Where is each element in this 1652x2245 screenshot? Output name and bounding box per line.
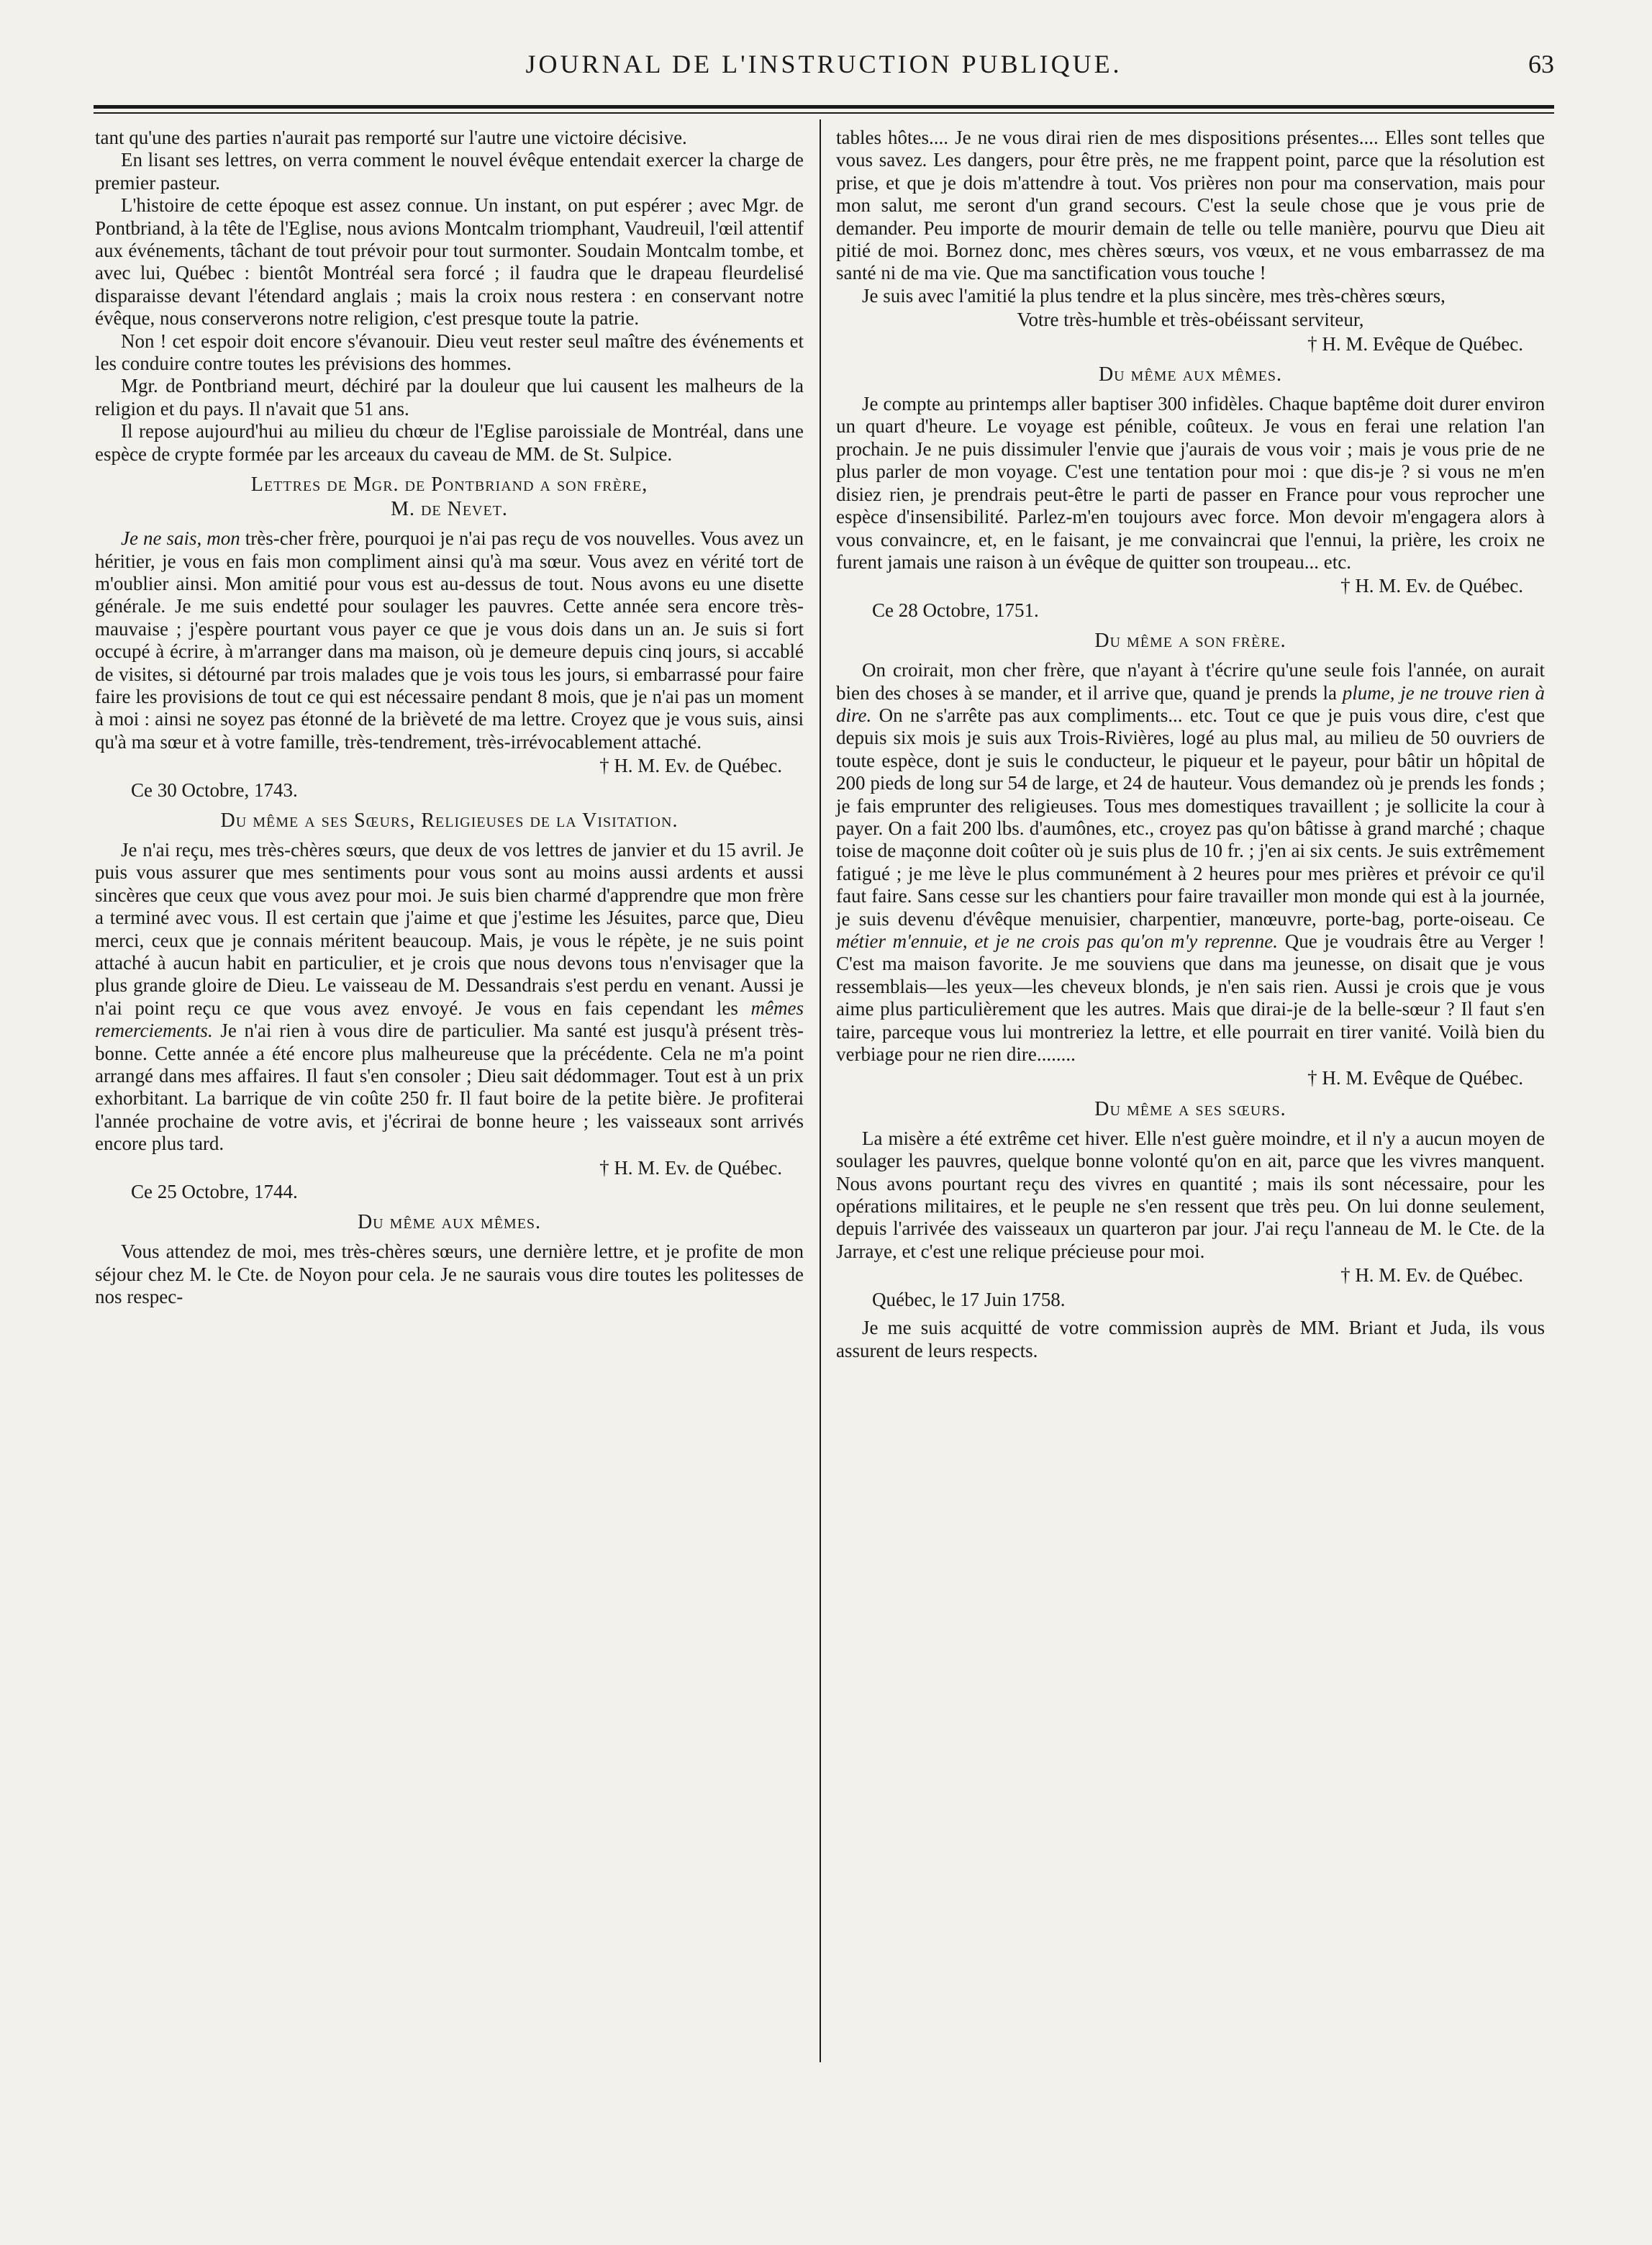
paragraph: tant qu'une des parties n'aurait pas remporté sur l'autre une victoire décisive. (95, 127, 687, 148)
letter-text: On ne s'arrête pas aux compliments... etc. Tout ce que je puis vous dire, c'est que depuis six mois je suis aux Trois-Rivières, logé au plus mal, au milieu de 50 ouvriers de toute espèce, dont je suis le conducteur, le piqueur et le payeur, pour bâtir un hôpital de 200 pieds de long sur 54 de large, et 24 de hauteur. Vous demandez où je prends les fonds ; je fais emprunter des religieuses. Tous mes domestiques travaillent ; je sollicite la cour à payer. On a fait 200 lbs. d'aumônes, etc., croyez pas qu'on bâtisse à grand marché ; chaque toise de maçonne doit coûter où je suis plus de 10 fr. ; j'en ai six cents. Je suis extrêmement fatigué ; je me lève le plus communément à 2 heures pour mes prières et prévoir ce qu'il faut faire. Sans cesse sur les chantiers pour faire travailler mon monde qui est à la journée, je suis devenu d'évêque menuisier, charpentier, manœuvre, porte-bag, porte-oiseau. Ce (836, 704, 1545, 930)
header-rule-thin (94, 112, 1554, 114)
section-heading: Du même a ses sœurs. (1094, 1097, 1286, 1120)
letter-signature: † H. M. Evêque de Québec. (1307, 332, 1523, 355)
letter-date: Québec, le 17 Juin 1758. (872, 1288, 1066, 1310)
letter-signature: † H. M. Ev. de Québec. (1340, 575, 1523, 597)
heading-line: Lettres de Mgr. de Pontbriand a son frère, (250, 473, 648, 496)
paragraph: tables hôtes.... Je ne vous dirai rien de mes dispositions présentes.... Elles sont telles que vous savez. Les dangers, pour être près, ne me frappent point, parce que la résolution est prise, et que je dois m'attendre à tout. Vos prières non pour ma conservation, mais pour mon salut, me seront d'un grand secours. C'est la seule chose que je vous prie de demander. Peu importe de mourir demain de telle ou telle manière, pourvu que Dieu ait pitié de moi. Bornez donc, mes chères sœurs, vos vœux, et ne vous embarrassez de ma santé ni de ma vie. Que ma sanctification vous touche ! (836, 127, 1545, 284)
italic-text: métier m'ennuie, et je ne crois pas qu'on m'y reprenne. (836, 930, 1279, 952)
letter-paragraph: Je compte au printemps aller baptiser 300 infidèles. Chaque baptême doit durer environ un quart d'heure. Le voyage est pénible, coûteux. Je vous en ferai une relation l'an prochain. Je ne puis dissimuler l'envie que j'aurais de vous voir ; mais je vous prie de ne plus parler de mon voyage. C'est une tentation pour moi : que dis-je ? si vous ne m'en disiez rien, je prendrais peut-être le parti de passer en France pour vous reprocher une espèce d'insensibilité. Parlez-m'en toujours avec force. Mon devoir m'engagera alors à vous convaincre, et, en le faisant, je me convaincrai que l'ennui, la prière, les croix ne furent jamais une raison à un évêque de quitter son troupeau... etc. (836, 393, 1545, 573)
left-column (95, 127, 804, 1309)
section-heading: Du même aux mêmes. (1098, 363, 1283, 386)
section-heading: Du même a ses Sœurs, Religieuses de la Visitation. (220, 809, 678, 832)
letter-paragraph: Vous attendez de moi, mes très-chères sœurs, une dernière lettre, et je profite de mon séjour chez M. le Cte. de Noyon pour cela. Je ne saurais vous dire toutes les politesses de nos respec- (95, 1241, 804, 1308)
letter-paragraph: Je me suis acquitté de votre commission auprès de MM. Briant et Juda, ils vous assurent de leurs respects. (836, 1317, 1545, 1361)
paragraph: L'histoire de cette époque est assez connue. Un instant, on put espérer ; avec Mgr. de Pontbriand, à la tête de l'Eglise, nous avions Montcalm triomphant, Vaudreuil, l'œil attentif aux événements, tâchant de tout prévoir pour tout surmonter. Soudain Montcalm tombe, et avec lui, Québec : bientôt Montréal sera forcé ; il faudra que le drapeau fleurdelisé disparaisse devant l'étendard anglais ; mais la croix nous restera : en conservant notre évêque, nous conserverons notre religion, c'est presque toute la patrie. (95, 194, 804, 330)
paragraph: Non ! cet espoir doit encore s'évanouir. Dieu veut rester seul maître des événements et les conduire contre toutes les prévisions des hommes. (95, 330, 804, 375)
letter-text: Que je voudrais être au Verger ! C'est ma maison favorite. Je me souviens que dans ma jeunesse, on disait que je vous ressemblais—les yeux—les cheveux blonds, je n'en sais rien. Aussi je crois que je vous aime plus particulièrement que les autres. Mais que dirai-je de la belle-sœur ? Il faut s'en taire, parceque vous lui montreriez la lettre, et elle pourrait en tirer vanité. Voilà bien du verbiage pour ne rien dire........ (836, 930, 1545, 1066)
section-heading (95, 473, 804, 522)
journal-title: JOURNAL DE L'INSTRUCTION PUBLIQUE. (525, 50, 1122, 78)
letter-text: On croirait, mon cher frère, que n'ayant à t'écrire qu'une seule fois l'année, on aurait bien des choses à se mander, et il arrive que, quand je prends la (836, 659, 1545, 704)
letter-date: Ce 28 Octobre, 1751. (872, 599, 1039, 621)
paragraph: En lisant ses lettres, on verra comment le nouvel évêque entendait exercer la charge de premier pasteur. (95, 149, 804, 194)
letter-signature: † H. M. Ev. de Québec. (599, 755, 782, 777)
paragraph: Il repose aujourd'hui au milieu du chœur de l'Eglise paroissiale de Montréal, dans une espèce de crypte formée par les arceaux du caveau de MM. de St. Sulpice. (95, 420, 804, 465)
italic-text: Je ne sais, mon (121, 527, 240, 550)
letter-paragraph (95, 527, 804, 753)
letter-text: Je n'ai rien à vous dire de particulier. Ma santé est jusqu'à présent très-bonne. Cette année a été encore plus malheureuse que la précédente. Cela ne m'a point arrangé dans mes affaires. Il faut s'en consoler ; Dieu sait dédommager. Tout est à un prix exhorbitant. La barrique de vin coûte 250 fr. Il faut boire de la petite bière. Je profiterai l'année prochaine de votre avis, et j'écrirai de bonne heure ; les vaisseaux sont arrivés encore plus tard. (95, 1020, 804, 1155)
italic-text: mêmes remerciements. (95, 997, 804, 1042)
letter-text: Je n'ai reçu, mes très-chères sœurs, que deux de vos lettres de janvier et du 15 avril. Je puis vous assurer que mes sentiments pour vous sont au moins aussi ardents et aussi sincères que ceux que vous avez pour moi. Je suis bien charmé d'apprendre que mon frère a terminé avec vous. Il est certain que j'aime et que j'estime les Jésuites, parce que, Dieu merci, ceux que je connais méritent beaucoup. Mais, je vous le répète, je ne suis point attaché à aucun habit en particulier, et je crois que nous devons tous n'envisager que la plus grande gloire de Dieu. Le vaisseau de M. Dessandrais s'est perdu en venant. Aussi je n'ai point reçu ce que vous avez envoyé. Je vous en fais cependant les (95, 838, 804, 1019)
heading-line: M. de Nevet. (391, 498, 508, 521)
letter-paragraph: La misère a été extrême cet hiver. Elle n'est guère moindre, et il n'y a aucun moyen de soulager les pauvres, quelque bonne volonté qu'on en ait, parce que les vivres manquent. Nous avons pourtant reçu des vivres en quantité ; mais ils sont nécessaire, pour les opérations militaires, et le peuple ne s'en ressent que très peu. On lui donne seulement, depuis l'arrivée des vaisseaux un quarteron par jour. J'ai reçu l'anneau de M. le Cte. de la Jarraye, et c'est une relique précieuse pour moi. (836, 1127, 1545, 1262)
letter-closing: Votre très-humble et très-obéissant serviteur, (1017, 309, 1364, 331)
page-number: 63 (1528, 50, 1554, 78)
column-divider (820, 119, 821, 2062)
letter-paragraph (836, 659, 1545, 1066)
letter-text: très-cher frère, pourquoi je n'ai pas reçu de vos nouvelles. Vous avez un héritier, je vous en fais mon compliment ainsi qu'à ma sœur. Vous avez en vérité tort de m'oublier ainsi. Mon amitié pour vous est au-dessus de tout. Nous avons eu une disette générale. Je me suis endetté pour soulager les pauvres. Cette année sera encore très-mauvaise ; j'espère pourtant vous payer ce que je vous dois dans un an. Je suis si fort occupé à écrire, à m'arranger dans ma maison, où je demeure depuis cinq jours, si accablé de visites, si détourné par trois malades que je vois tous les jours, si embarrassé pour faire faire les provisions de tout ce qui est nécessaire pendant 8 mois, que je n'ai pas un moment à moi : ainsi ne soyez pas étonné de la brièveté de ma lettre. Croyez que je vous suis, ainsi qu'à ma sœur et à votre famille, très-tendrement, très-irrévocablement attaché. (95, 527, 804, 753)
italic-text: plume, je ne trouve rien à dire. (836, 681, 1545, 726)
letter-signature: † H. M. Ev. de Québec. (599, 1156, 782, 1179)
page-header (94, 45, 1554, 88)
section-heading: Du même a son frère. (1094, 630, 1286, 653)
right-column (836, 127, 1545, 1362)
letter-signature: † H. M. Ev. de Québec. (1340, 1264, 1523, 1287)
letter-signature: † H. M. Evêque de Québec. (1307, 1067, 1523, 1089)
section-heading: Du même aux mêmes. (357, 1211, 542, 1234)
paragraph: Je suis avec l'amitié la plus tendre et la plus sincère, mes très-chères sœurs, (862, 284, 1446, 307)
letter-date: Ce 30 Octobre, 1743. (131, 779, 298, 801)
header-rule-thick (94, 105, 1554, 109)
letter-paragraph (95, 839, 804, 1156)
paragraph: Mgr. de Pontbriand meurt, déchiré par la douleur que lui causent les malheurs de la religion et du pays. Il n'avait que 51 ans. (95, 375, 804, 419)
letter-date: Ce 25 Octobre, 1744. (131, 1181, 298, 1203)
